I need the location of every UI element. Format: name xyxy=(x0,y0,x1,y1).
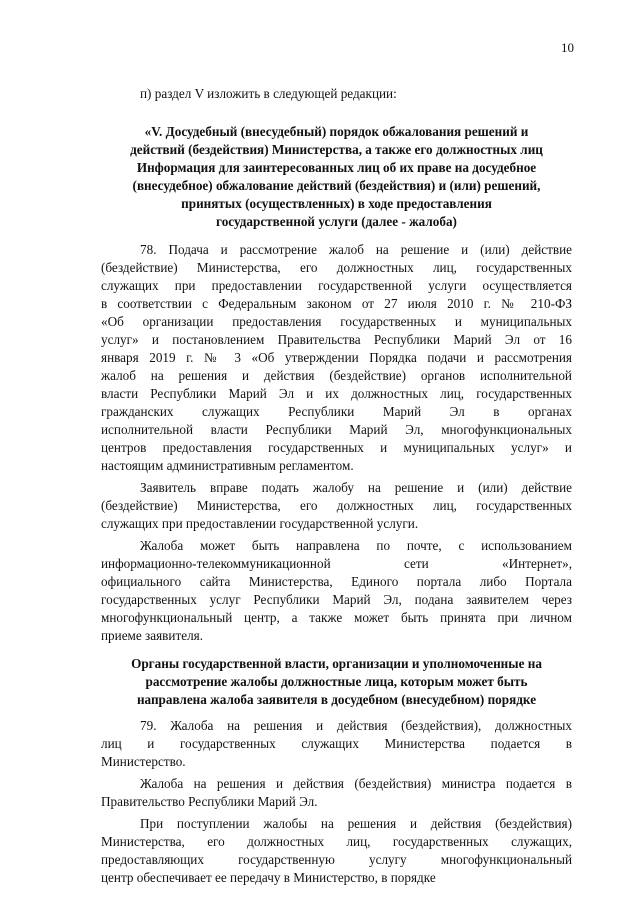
section-heading-line: Информация для заинтересованных лиц об их праве на досудебное xyxy=(136,160,537,175)
paragraph-78-line: января 2019 г. № 3 «Об утверждении Порядка подачи и рассмотрения xyxy=(101,350,572,365)
paragraph-78-line: исполнительной власти Республики Марий Эл, многофункциональных xyxy=(101,422,572,437)
paragraph-applicant-line: Заявитель вправе подать жалобу на решение и (или) действие xyxy=(140,480,572,495)
paragraph-79-line: лиц и государственных служащих Министерства подается в xyxy=(101,736,572,751)
section-heading-line: государственной услуги (далее - жалоба) xyxy=(216,214,457,229)
paragraph-78-line: услуг» и постановлением Правительства Республики Марий Эл от 16 xyxy=(101,332,572,347)
paragraph-complaint-line: Жалоба может быть направлена по почте, с использованием xyxy=(140,538,572,553)
paragraph-78-line: жалоб на решения и действия (бездействие) органов исполнительной xyxy=(101,368,572,383)
paragraph-78-line: центров предоставления государственных и муниципальных услуг» и xyxy=(101,440,572,455)
paragraph-78-line: власти Республики Марий Эл и их должностных лиц, государственных xyxy=(101,386,572,401)
paragraph-minister-line: Жалоба на решения и действия (бездействия) министра подается в xyxy=(140,776,572,791)
paragraph-receipt-line: предоставляющих государственную услугу многофункциональный xyxy=(101,852,572,867)
subheading-line: направлена жалоба заявителя в досудебном (внесудебном) порядке xyxy=(136,692,537,707)
paragraph-applicant-line: служащих при предоставлении государственной услуги. xyxy=(101,516,419,531)
section-heading-line: действий (бездействия) Министерства, а также его должностных лиц xyxy=(130,142,543,157)
intro-line: п) раздел V изложить в следующей редакции: xyxy=(140,86,397,101)
paragraph-78-line: гражданских служащих Республики Марий Эл в органах xyxy=(101,404,572,419)
paragraph-78-line: «Об организации предоставления государственных и муниципальных xyxy=(101,314,572,329)
paragraph-complaint-line: государственных услуг Республики Марий Эл, подана заявителем через xyxy=(101,592,572,607)
paragraph-78-line: в соответствии с Федеральным законом от 27 июля 2010 г. № 210-ФЗ xyxy=(101,296,572,311)
paragraph-79-line: 79. Жалоба на решения и действия (бездействия), должностных xyxy=(140,718,572,733)
paragraph-complaint-line: приеме заявителя. xyxy=(101,628,204,643)
paragraph-78-line: настоящим административным регламентом. xyxy=(101,458,354,473)
paragraph-minister-line: Правительство Республики Марий Эл. xyxy=(101,794,318,809)
section-heading-line: (внесудебное) обжалование действий (бездействия) и (или) решений, xyxy=(132,178,541,193)
paragraph-receipt-line: При поступлении жалобы на решения и действия (бездействия) xyxy=(140,816,572,831)
paragraph-complaint-line: информационно-телекоммуникационной сети «Интернет», xyxy=(101,556,572,571)
paragraph-complaint-line: официального сайта Министерства, Единого портала либо Портала xyxy=(101,574,572,589)
paragraph-receipt-line: центр обеспечивает ее передачу в Министерство, в порядке xyxy=(101,870,436,885)
paragraph-78-line: 78. Подача и рассмотрение жалоб на решение и (или) действие xyxy=(140,242,572,257)
paragraph-complaint-line: многофункциональный центр, а также может быть принята при личном xyxy=(101,610,572,625)
section-heading-line: «V. Досудебный (внесудебный) порядок обжалования решений и xyxy=(144,124,529,139)
subheading-line: Органы государственной власти, организации и уполномоченные на xyxy=(131,656,542,671)
paragraph-78-line: (бездействие) Министерства, его должностных лиц, государственных xyxy=(101,260,572,275)
paragraph-79-line: Министерство. xyxy=(101,754,186,769)
section-heading-line: принятых (осуществленных) в ходе предоставления xyxy=(181,196,492,211)
paragraph-78-line: служащих при предоставлении государственной услуги осуществляется xyxy=(101,278,572,293)
paragraph-receipt-line: Министерства, его должностных лиц, государственных служащих, xyxy=(101,834,572,849)
subheading-line: рассмотрение жалобы должностные лица, которым может быть xyxy=(145,674,528,689)
page-number: 10 xyxy=(561,40,574,55)
paragraph-applicant-line: (бездействие) Министерства, его должностных лиц, государственных xyxy=(101,498,572,513)
